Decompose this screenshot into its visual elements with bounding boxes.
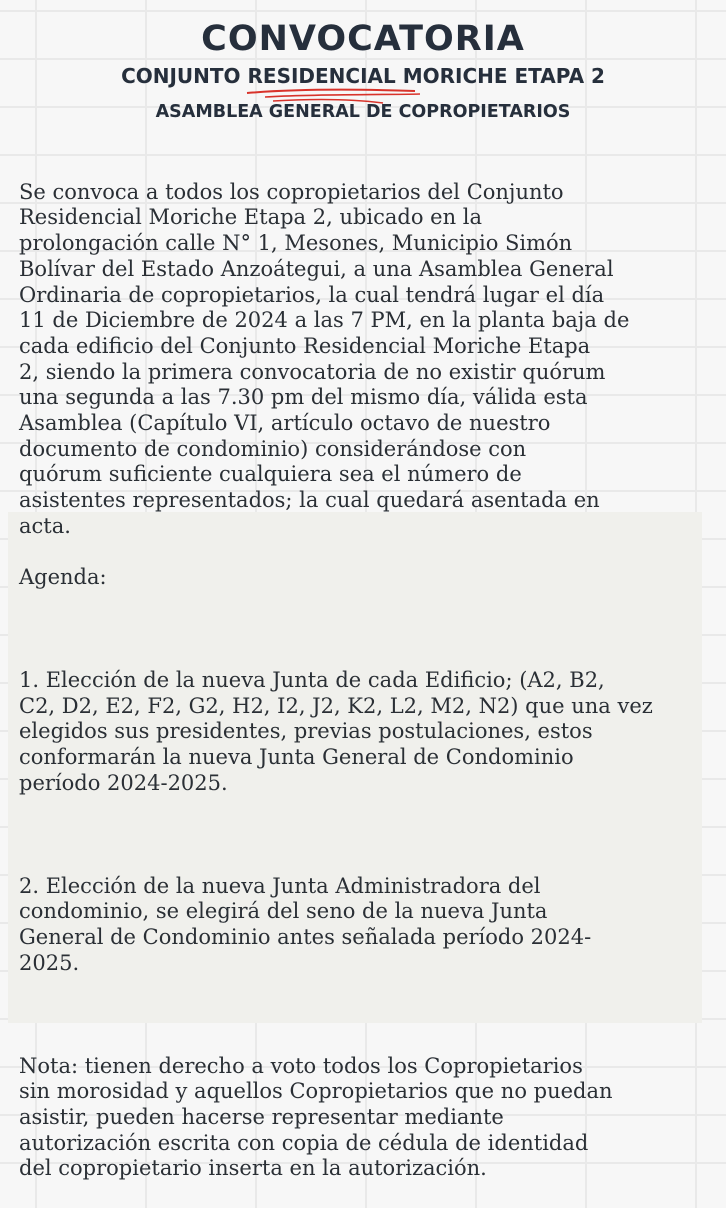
agenda-item-2: 2. Elección de la nueva Junta Administradora del condominio, se elegirá del seno de la nueva Junta General de Condominio antes señalada período 2024- 2025. — [19, 873, 592, 975]
announcement-body — [19, 154, 719, 1208]
red-underline-scribble — [225, 86, 425, 108]
header — [0, 18, 726, 124]
spacer — [19, 822, 719, 848]
spacer — [19, 1002, 719, 1028]
note-paragraph: Nota: tienen derecho a voto todos los Copropietarios sin morosidad y aquellos Copropietarios que no puedan asistir, pueden hacerse representar mediante autorización escrita con copia de cédula de identidad del copropietario inserta en la autorización. — [19, 1053, 613, 1181]
intro-paragraph: Se convoca a todos los copropietarios del Conjunto Residencial Moriche Etapa 2, ubicado en la prolongación calle N° 1, Mesones, Municipio Simón Bolívar del Estado Anzoátegui, a una Asamblea General Ordinaria de copropietarios, la cual tendrá lugar el día 11 de Diciembre de 2024 a las 7 PM, en la planta baja de cada edificio del Conjunto Residencial Moriche Etapa 2, siendo la primera convocatoria de no existir quórum una segunda a las 7.30 pm del mismo día, válida esta Asamblea (Capítulo VI, artículo octavo de nuestro documento de condominio) considerándose con quórum suficiente cualquiera sea el número de asistentes representados; la cual quedará asentada en acta. — [19, 179, 630, 538]
agenda-item-1: 1. Elección de la nueva Junta de cada Edificio; (A2, B2, C2, D2, E2, F2, G2, H2, I2, J2, K2, L2, M2, N2) que una vez elegidos sus presidentes, previas postulaciones, estos conformarán la nueva Junta General de Condominio período 2024-2025. — [19, 668, 653, 795]
subtitle-residential-complex: CONJUNTO RESIDENCIAL MORICHE ETAPA 2 — [121, 64, 605, 88]
page-title: CONVOCATORIA — [201, 19, 525, 59]
spacer — [19, 617, 719, 643]
agenda-label: Agenda: — [19, 565, 107, 590]
subtitle-assembly: ASAMBLEA GENERAL DE COPROPIETARIOS — [155, 102, 571, 122]
